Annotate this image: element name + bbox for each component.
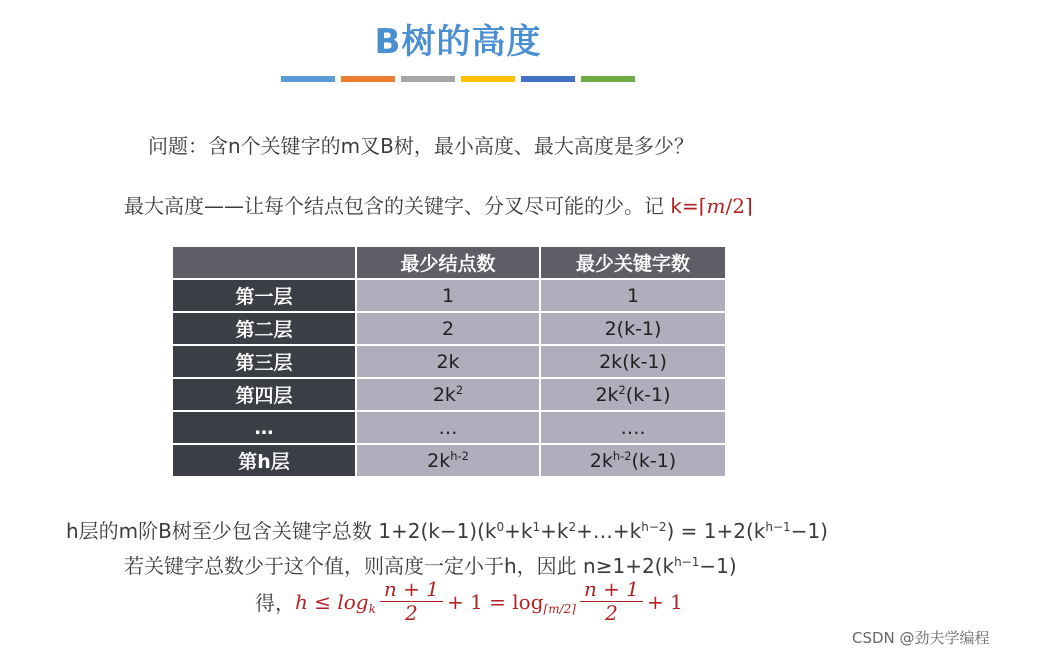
table-row bbox=[172, 312, 726, 345]
sum-end: −1) bbox=[790, 519, 828, 543]
sum-term-1: +k bbox=[504, 519, 533, 543]
nodes-base: 2k bbox=[427, 449, 451, 472]
k-def-over2: /2 bbox=[725, 194, 745, 218]
keys-base: 2k bbox=[589, 449, 613, 472]
title-bar-1 bbox=[281, 76, 335, 82]
table-row bbox=[172, 444, 726, 477]
sum-mid: ) = 1+2(k bbox=[666, 519, 766, 543]
max-height-text: 最大高度——让每个结点包含的关键字、分叉尽可能的少。记 bbox=[124, 194, 671, 218]
fraction-2-numerator: n + 1 bbox=[580, 578, 643, 602]
header-min-keys: 最少关键字数 bbox=[540, 246, 726, 279]
cell-keys bbox=[540, 378, 726, 411]
table-header-row bbox=[172, 246, 726, 279]
result-formula bbox=[255, 578, 683, 625]
title-bar-2 bbox=[341, 76, 395, 82]
max-height-line bbox=[124, 190, 753, 219]
cell-keys: 1 bbox=[540, 279, 726, 312]
result-lhs bbox=[295, 590, 376, 614]
question-text: 问题：含n个关键字的m叉B树，最小高度、最大高度是多少？ bbox=[148, 134, 694, 158]
ceil-open: ⌈ bbox=[698, 194, 707, 218]
sum-prefix: h层的m阶B树至少包含关键字总数 1+2(k−1)(k bbox=[66, 519, 497, 543]
sum-term-2: +k bbox=[540, 519, 569, 543]
inequality-line bbox=[124, 550, 737, 579]
sum-exp-4: h−1 bbox=[765, 519, 791, 534]
fraction-1 bbox=[380, 578, 443, 625]
log-base-ceil: ⌈m/2⌉ bbox=[543, 601, 576, 616]
keys-tail: (k-1) bbox=[625, 383, 671, 406]
k-def-m: m bbox=[706, 194, 726, 218]
ceil-close: ⌉ bbox=[744, 194, 753, 218]
result-mid bbox=[447, 590, 576, 614]
table-row bbox=[172, 279, 726, 312]
cell-nodes: 1 bbox=[356, 279, 540, 312]
inequality-text: 若关键字总数少于这个值，则高度一定小于h，因此 n≥1+2(k bbox=[124, 554, 675, 578]
keys-tail: (k-1) bbox=[631, 449, 677, 472]
title-bar-5 bbox=[521, 76, 575, 82]
sum-exp-1: 1 bbox=[532, 519, 541, 534]
log-base-k: k bbox=[368, 601, 376, 616]
result-lhs-text: h ≤ log bbox=[295, 589, 369, 614]
row-level: 第二层 bbox=[172, 312, 356, 345]
result-mid-text: + 1 = log bbox=[446, 589, 544, 614]
keys-exp: 2 bbox=[618, 382, 626, 397]
nodes-base: 2k bbox=[432, 383, 456, 406]
keys-base: 2k bbox=[595, 383, 619, 406]
cell-keys bbox=[540, 444, 726, 477]
sum-exp-2: 2 bbox=[568, 519, 577, 534]
k-definition bbox=[670, 194, 752, 218]
cell-nodes bbox=[356, 378, 540, 411]
result-end: + 1 bbox=[647, 589, 683, 614]
inequality-exp: h−1 bbox=[674, 554, 700, 569]
inequality-end: −1) bbox=[699, 554, 737, 578]
slide-title: B树的高度 bbox=[374, 22, 542, 62]
table-row bbox=[172, 378, 726, 411]
fraction-1-numerator: n + 1 bbox=[380, 578, 443, 602]
row-level: 第三层 bbox=[172, 345, 356, 378]
csdn-watermark: CSDN @劲夫学编程 bbox=[852, 629, 990, 647]
cell-nodes: … bbox=[356, 411, 540, 444]
cell-nodes: 2k bbox=[356, 345, 540, 378]
header-empty bbox=[172, 246, 356, 279]
title-bar-6 bbox=[581, 76, 635, 82]
sum-exp-3: h−2 bbox=[641, 519, 667, 534]
row-level: … bbox=[172, 411, 356, 444]
sum-line bbox=[66, 515, 828, 544]
title-bar-3 bbox=[401, 76, 455, 82]
table-row bbox=[172, 345, 726, 378]
level-table bbox=[171, 245, 727, 478]
keys-exp: h-2 bbox=[612, 448, 632, 463]
title-bar-4 bbox=[461, 76, 515, 82]
fraction-1-denominator: 2 bbox=[405, 601, 418, 625]
row-level: 第h层 bbox=[172, 444, 356, 477]
k-def-k: k= bbox=[670, 194, 699, 218]
cell-keys: …. bbox=[540, 411, 726, 444]
row-level: 第一层 bbox=[172, 279, 356, 312]
nodes-exp: 2 bbox=[455, 382, 464, 397]
cell-keys: 2(k-1) bbox=[540, 312, 726, 345]
result-label: 得， bbox=[255, 591, 295, 615]
fraction-2 bbox=[580, 578, 643, 625]
cell-nodes: 2 bbox=[356, 312, 540, 345]
sum-term-3: +…+k bbox=[576, 519, 642, 543]
table-row bbox=[172, 411, 726, 444]
sum-exp-0: 0 bbox=[496, 519, 505, 534]
nodes-exp: h-2 bbox=[450, 448, 469, 463]
row-level: 第四层 bbox=[172, 378, 356, 411]
fraction-2-denominator: 2 bbox=[605, 601, 618, 625]
cell-nodes bbox=[356, 444, 540, 477]
title-underline-bars bbox=[281, 76, 635, 82]
cell-keys: 2k(k-1) bbox=[540, 345, 726, 378]
header-min-nodes: 最少结点数 bbox=[356, 246, 540, 279]
